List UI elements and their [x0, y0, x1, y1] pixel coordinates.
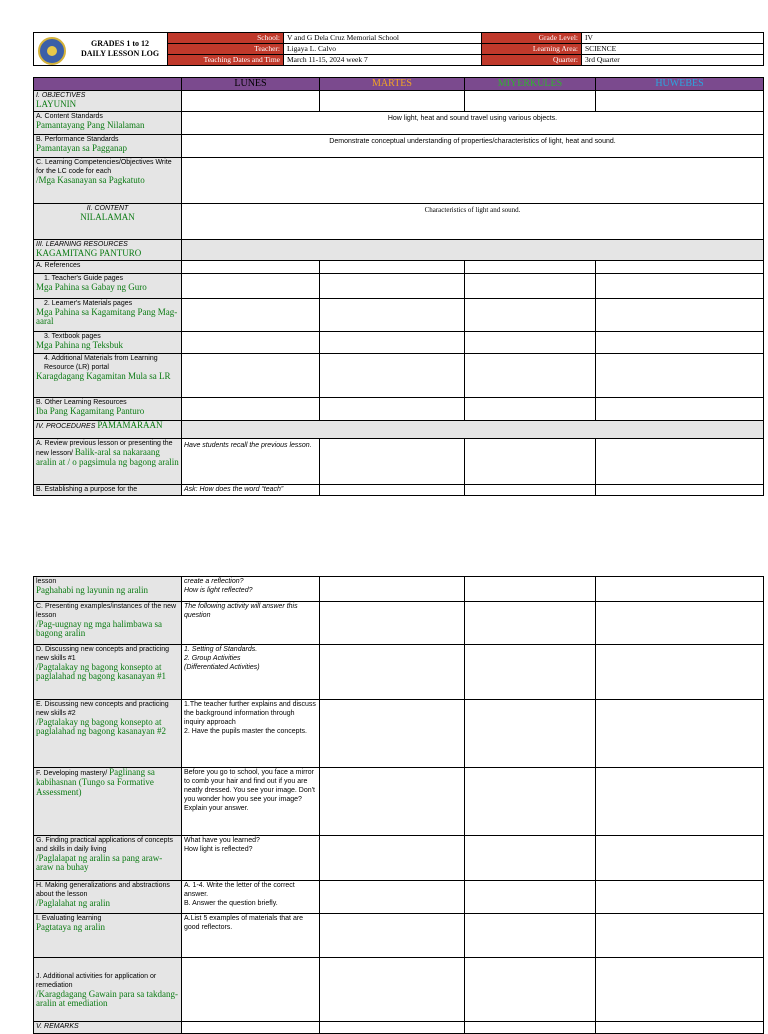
purpose-cont-label: lesson Paghahabi ng layunin ng aralin — [34, 577, 182, 602]
teaching-dates-value: March 11-15, 2024 week 7 — [284, 55, 482, 66]
learners-materials-row — [34, 299, 764, 332]
competencies-label: C. Learning Competencies/Objectives Write for the LC code for each /Mga Kasanayan sa Pagkatuto — [34, 158, 182, 204]
lesson-table-part2 — [33, 576, 763, 1034]
teachers-guide-label: 1. Teacher's Guide pages Mga Pahina sa Gabay ng Guro — [34, 274, 182, 299]
resources-label: III. LEARNING RESOURCES KAGAMITANG PANTURO — [34, 240, 182, 261]
objectives-label: I. OBJECTIVES LAYUNIN — [34, 91, 182, 112]
references-label: A. References — [34, 261, 182, 274]
objectives-row — [34, 91, 764, 112]
discuss1-row — [34, 645, 764, 700]
form-title-line1: GRADES 1 to 12 — [90, 39, 149, 48]
lesson-table-1 — [33, 77, 764, 496]
purpose-cont-row — [34, 577, 764, 602]
lr-portal-row — [34, 354, 764, 398]
learning-area-label: Learning Area: — [482, 44, 582, 55]
additional-row — [34, 958, 764, 1022]
textbook-row — [34, 332, 764, 354]
content-value: Characteristics of light and sound. — [182, 204, 764, 240]
purpose-label: B. Establishing a purpose for the — [34, 485, 182, 496]
content-standards-label: A. Content Standards Pamantayang Pang Nilalaman — [34, 112, 182, 135]
procedures-row — [34, 421, 764, 439]
learning-area-value: SCIENCE — [582, 44, 764, 55]
discuss2-lunes: 1.The teacher further explains and discuss the background information through inquiry approach 2. Have the pupils master the concepts. — [182, 700, 320, 768]
grade-level-label: Grade Level: — [482, 33, 582, 44]
practical-row — [34, 836, 764, 881]
teacher-value: Ligaya L. Calvo — [284, 44, 482, 55]
day-huwebes: HUWEBES — [596, 78, 764, 91]
purpose-cont-lunes: create a reflection? How is light reflected? — [182, 577, 320, 602]
review-label: A. Review previous lesson or presenting the new lesson/ Balik-aral sa nakaraang aralin at / o pagsimula ng bagong aralin — [34, 439, 182, 485]
quarter-label: Quarter: — [482, 55, 582, 66]
review-lunes: Have students recall the previous lesson. — [182, 439, 320, 485]
quarter-value: 3rd Quarter — [582, 55, 764, 66]
teachers-guide-row — [34, 274, 764, 299]
general-row — [34, 881, 764, 914]
examples-lunes: The following activity will answer this question — [182, 602, 320, 645]
content-standards-row — [34, 112, 764, 135]
performance-standards-value: Demonstrate conceptual understanding of properties/characteristics of light, heat and sound. — [182, 135, 764, 158]
practical-label: G. Finding practical applications of concepts and skills in daily living /Paglalapat ng aralin sa pang araw-araw na buhay — [34, 836, 182, 881]
discuss1-lunes: 1. Setting of Standards. 2. Group Activities (Differentiated Activities) — [182, 645, 320, 700]
evaluate-label: I. Evaluating learning Pagtataya ng aralin — [34, 914, 182, 958]
grade-level-value: IV — [582, 33, 764, 44]
content-label: II. CONTENT NILALAMAN — [34, 204, 182, 240]
school-label: School: — [168, 33, 284, 44]
review-row — [34, 439, 764, 485]
lesson-table-part1 — [33, 77, 763, 496]
discuss2-row — [34, 700, 764, 768]
general-lunes: A. 1-4. Write the letter of the correct answer. B. Answer the question briefly. — [182, 881, 320, 914]
performance-standards-row — [34, 135, 764, 158]
content-row — [34, 204, 764, 240]
days-header-row — [34, 78, 764, 91]
header-table — [33, 32, 764, 66]
remarks-label: V. REMARKS — [34, 1022, 182, 1034]
practical-lunes: What have you learned? How light is reflected? — [182, 836, 320, 881]
other-resources-row — [34, 398, 764, 421]
resources-row — [34, 240, 764, 261]
day-martes: MARTES — [320, 78, 465, 91]
textbook-label: 3. Textbook pages Mga Pahina ng Teksbuk — [34, 332, 182, 354]
discuss2-label: E. Discussing new concepts and practicing new skills #2 /Pagtalakay ng bagong konsepto at paglalahad ng bagong kasanayan #2 — [34, 700, 182, 768]
days-header-blank — [34, 78, 182, 91]
learners-materials-label: 2. Learner's Materials pages Mga Pahina sa Kagamitang Pang Mag-aaral — [34, 299, 182, 332]
mastery-lunes: Before you go to school, you face a mirror to comb your hair and find out if you are neatly dressed. You see your image. Don't you wonder how you see your image? Explain your answer. — [182, 768, 320, 836]
competencies-row — [34, 158, 764, 204]
lesson-table-2 — [33, 576, 764, 1034]
lr-portal-label: 4. Additional Materials from Learning Resource (LR) portal Karagdagang Kagamitan Mula sa LR — [34, 354, 182, 398]
logo-title-cell — [34, 33, 168, 66]
purpose-lunes: Ask: How does the word “teach” — [182, 485, 320, 496]
content-standards-value: How light, heat and sound travel using various objects. — [182, 112, 764, 135]
additional-label: J. Additional activities for application or remediation /Karagdagang Gawain para sa takdang-aralin at emediation — [34, 958, 182, 1022]
references-row — [34, 261, 764, 274]
mastery-row — [34, 768, 764, 836]
school-value: V and G Dela Cruz Memorial School — [284, 33, 482, 44]
form-title-line2: DAILY LESSON LOG — [80, 49, 160, 58]
header-section — [33, 32, 763, 66]
examples-label: C. Presenting examples/instances of the new lesson /Pag-uugnay ng mga halimbawa sa bagong aralin — [34, 602, 182, 645]
purpose-row — [34, 485, 764, 496]
remarks-row — [34, 1022, 764, 1034]
teaching-dates-label: Teaching Dates and Time — [168, 55, 284, 66]
day-miyerkules: MIYERKULES — [465, 78, 596, 91]
performance-standards-label: B. Performance Standards Pamantayan sa Pagganap — [34, 135, 182, 158]
examples-row — [34, 602, 764, 645]
mastery-label: F. Developing mastery/ Paglinang sa kabihasnan (Tungo sa Formative Assessment) — [34, 768, 182, 836]
day-lunes: LUNES — [182, 78, 320, 91]
procedures-label: IV. PROCEDURES PAMAMARAAN — [34, 421, 182, 439]
evaluate-lunes: A.List 5 examples of materials that are good reflectors. — [182, 914, 320, 958]
teacher-label: Teacher: — [168, 44, 284, 55]
discuss1-label: D. Discussing new concepts and practicing new skills #1 /Pagtalakay ng bagong konsepto at paglalahad ng bagong kasanayan #1 — [34, 645, 182, 700]
deped-seal-logo — [38, 37, 66, 65]
evaluate-row — [34, 914, 764, 958]
general-label: H. Making generalizations and abstractions about the lesson /Paglalahat ng aralin — [34, 881, 182, 914]
other-resources-label: B. Other Learning Resources Iba Pang Kagamitang Panturo — [34, 398, 182, 421]
